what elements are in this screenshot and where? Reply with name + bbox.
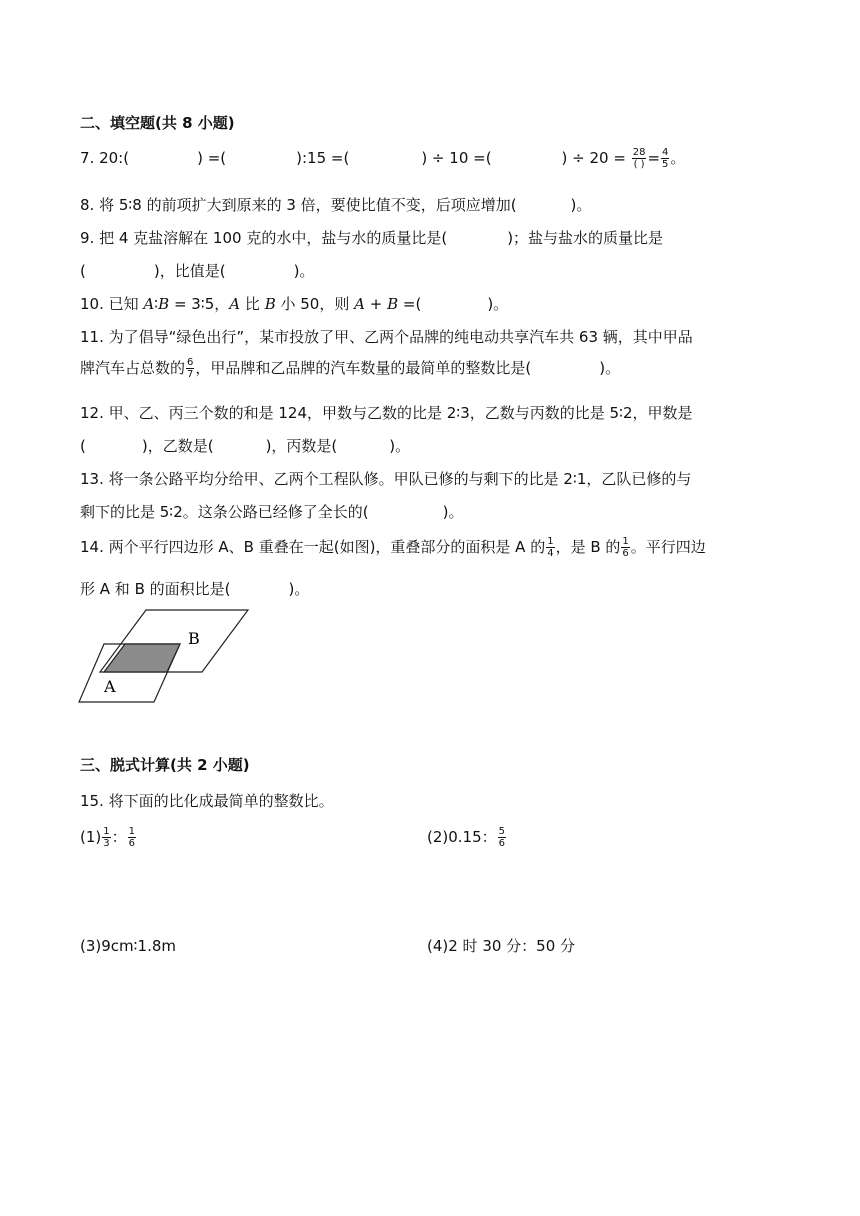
q10-text-a: 10. 已知 [80,295,144,313]
q14-line1-a: 14. 两个平行四边形 A、B 重叠在一起(如图)，重叠部分的面积是 A 的 [80,538,546,556]
q7-frac1-numerator: 28 [632,147,646,158]
q12-line2-b: )，乙数是( [141,437,214,455]
q7-fraction-1 [632,147,647,170]
q10-var-b: B [158,295,170,313]
q15-p2-label: (2) [427,828,449,846]
q10-var-b2: B [264,295,276,313]
q9-line1-b: )；盐与盐水的质量比是 [507,229,664,247]
q14-frac1-numerator: 1 [547,536,554,547]
q7-end: 。 [670,149,686,167]
question-15: 15. 将下面的比化成最简单的整数比。 [80,792,334,810]
q9-line2-b: )，比值是( [153,262,226,280]
q13-line2-a: 剩下的比是 5∶2。这条公路已经修了全长的( [80,503,369,521]
question-14-line-1 [80,536,706,559]
question-8 [80,194,591,216]
q7-frac2-denominator: 5 [662,159,669,170]
question-14-line-2 [80,578,309,600]
q10-var-a: A [143,295,155,313]
q15-part-4: (4)2 时 30 分：50 分 [427,937,576,955]
q10-text-b: ∶ [154,295,159,313]
q11-frac-numerator: 6 [187,357,194,368]
q15-p1-sep: ： [111,828,127,846]
q14-fraction-1 [546,536,554,559]
q7-frac2-numerator: 4 [662,147,669,158]
q7-prefix: 7. 20:( [80,149,130,167]
q15-p1-d1: 3 [103,838,110,849]
q10-text-e: 小 50，则 [275,295,355,313]
label-b: B [188,629,200,648]
q15-p1-d2: 6 [128,838,136,849]
q7-fraction-2 [661,147,669,170]
q11-fraction [186,357,194,380]
question-11-line-1: 11. 为了倡导“绿色出行”，某市投放了甲、乙两个品牌的纯电动共享汽车共 63 辆，其中甲品 [80,328,693,346]
q12-line2-c: )，丙数是( [265,437,338,455]
q15-part-2 [427,826,507,849]
q14-frac1-denominator: 4 [547,548,554,559]
q10-var-b3: B [387,295,399,313]
q9-line1-a: 9. 把 4 克盐溶解在 100 克的水中，盐与水的质量比是( [80,229,448,247]
question-9-line-1 [80,227,663,249]
overlap-region [104,644,180,672]
q15-p1-n1: 1 [103,826,110,837]
q14-frac2-numerator: 1 [622,536,629,547]
q7-part-4: ) ÷ 20 = [561,149,626,167]
section-2-title: 二、填空题(共 8 小题) [80,114,235,132]
q10-text-f: + [364,295,388,313]
q15-p2-n: 5 [498,826,506,837]
q8-end: )。 [570,196,592,214]
question-9-line-2 [80,260,314,282]
q15-p1-label: (1) [80,828,102,846]
q15-part-3: (3)9cm∶1.8m [80,937,177,955]
question-10 [80,293,508,315]
q10-end: )。 [487,295,509,313]
q7-equals: = [647,149,661,167]
question-11-line-2 [80,357,620,380]
q15-p1-n2: 1 [128,826,136,837]
q7-part-1: ) =( [197,149,227,167]
q14-line2-a: 形 A 和 B 的面积比是( [80,580,231,598]
q14-frac2-denominator: 6 [622,548,629,559]
q15-p1-fraction-1 [102,826,110,849]
q10-var-a3: A [354,295,365,313]
q15-p1-fraction-2 [128,826,136,849]
q14-fraction-2 [621,536,629,559]
q15-p2-d: 6 [498,838,506,849]
q9-line2-a: ( [80,262,86,280]
question-13-line-2 [80,501,463,523]
q14-end: )。 [288,580,310,598]
q10-text-d: 比 [240,295,265,313]
q15-part-1 [80,826,137,849]
q10-text-c: = 3∶5， [169,295,230,313]
q11-line2-a: 牌汽车占总数的 [80,359,186,377]
q14-line1-c: 。平行四边 [630,538,706,556]
q7-part-3: ) ÷ 10 =( [421,149,492,167]
question-7 [80,147,685,170]
q10-var-a2: A [229,295,241,313]
q9-line2-c: )。 [293,262,315,280]
q7-frac1-denominator: ( ) [633,159,645,170]
q11-line2-b: ，甲品牌和乙品牌的汽车数量的最简单的整数比是( [195,359,532,377]
q8-text: 8. 将 5∶8 的前项扩大到原来的 3 倍，要使比值不变，后项应增加( [80,196,517,214]
q13-end: )。 [442,503,464,521]
q12-line2-a: ( [80,437,86,455]
parallelogram-figure [76,606,254,706]
question-12-line-1: 12. 甲、乙、丙三个数的和是 124，甲数与乙数的比是 2∶3，乙数与丙数的比是 5∶2，甲数是 [80,404,693,422]
q11-end: )。 [599,359,621,377]
label-a: A [104,677,116,696]
section-3-title: 三、脱式计算(共 2 小题) [80,756,250,774]
question-13-line-1: 13. 将一条公路平均分给甲、乙两个工程队修。甲队已修的与剩下的比是 2∶1，乙队已修的与 [80,470,692,488]
question-12-line-2 [80,435,410,457]
q14-line1-b: ，是 B 的 [555,538,621,556]
q10-text-g: =( [398,295,422,313]
q11-frac-denominator: 7 [187,369,194,380]
q15-p2-fraction [498,826,506,849]
q15-p2-a: 0.15： [448,828,497,846]
q12-line2-d: )。 [389,437,411,455]
q7-part-2: ):15 =( [296,149,350,167]
